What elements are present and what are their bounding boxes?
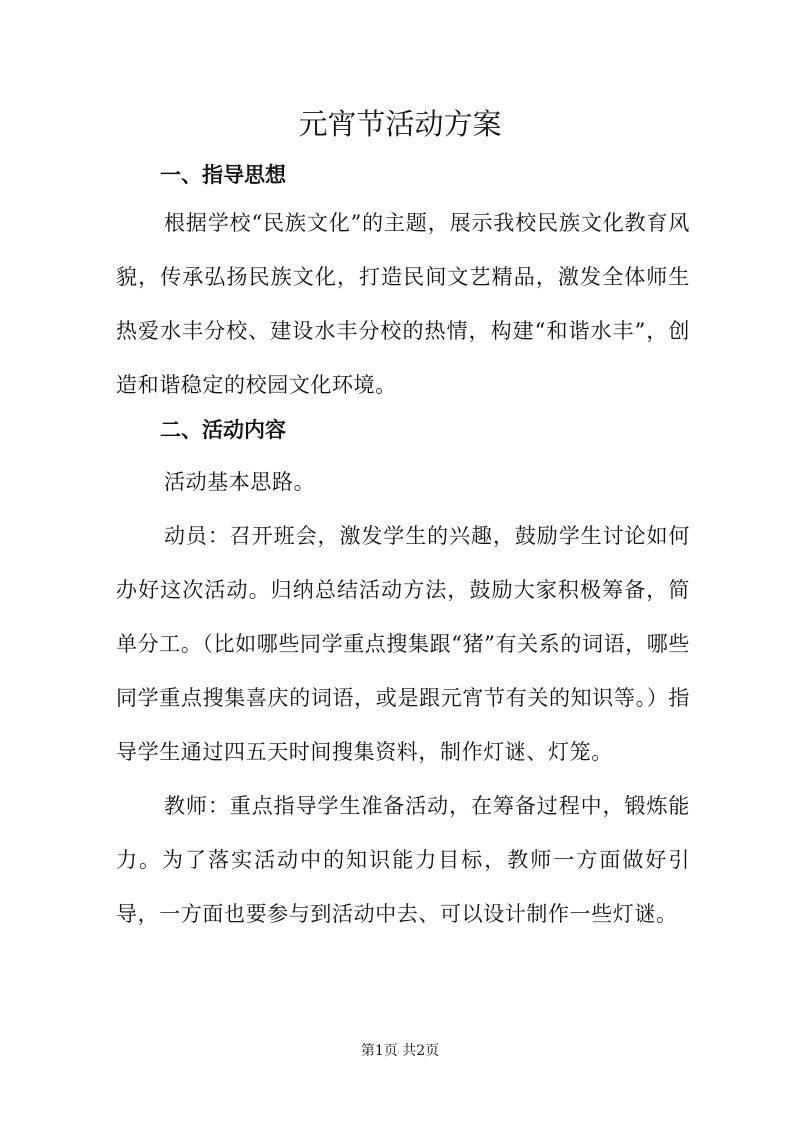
paragraph-guiding-thought: 根据学校“民族文化”的主题，展示我校民族文化教育风貌，传承弘扬民族文化，打造民间文艺精品，激发全体师生热爱水丰分校、建设水丰分校的热情，构建“和谐水丰”，创造和谐稳定的校园文化环境。 [116,211,690,397]
paragraph-activity-approach: 活动基本思路。 [164,470,316,494]
page-number-footer: 第1页 共2页 [360,1043,440,1059]
document-title: 元宵节活动方案 [298,107,502,141]
section-heading-activity-content: 二、活动内容 [160,418,286,442]
section-heading-guiding-thought: 一、指导思想 [160,163,286,187]
paragraph-mobilization: 动员：召开班会，激发学生的兴趣，鼓励学生讨论如何办好这次活动。归纳总结活动方法，鼓励大家积极筹备，简单分工。（比如哪些同学重点搜集跟“猪”有关系的词语，哪些同学重点搜集喜庆的词语，或是跟元宵节有关的知识等。）指导学生通过四五天时间搜集资料，制作灯谜、灯笼。 [116,524,690,764]
paragraph-teacher: 教师：重点指导学生准备活动，在筹备过程中，锻炼能力。为了落实活动中的知识能力目标，教师一方面做好引导，一方面也要参与到活动中去、可以设计制作一些灯谜。 [116,794,690,926]
